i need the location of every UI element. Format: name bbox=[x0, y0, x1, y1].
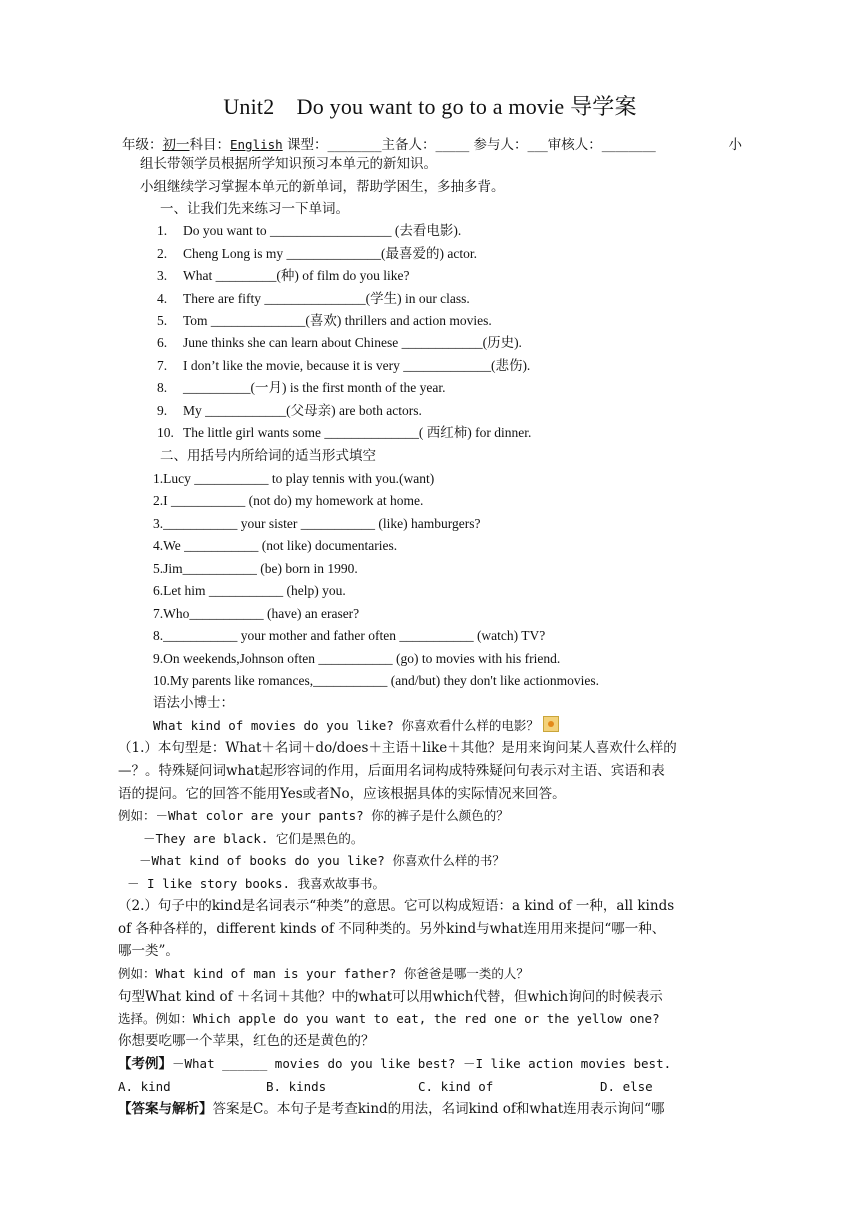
example-line: － I like story books. 我喜欢故事书。 bbox=[127, 876, 386, 891]
exam-example-text: －What ______ movies do you like best? －I like action movies best. bbox=[172, 1056, 672, 1071]
list-item: 8.___________ your mother and father often ___________ (watch) TV? bbox=[153, 628, 546, 643]
list-item bbox=[157, 245, 477, 263]
list-item: 2.I ___________ (not do) my homework at home. bbox=[153, 493, 424, 508]
paragraph-line: 你想要吃哪一个苹果，红色的还是黄色的？ bbox=[118, 1033, 375, 1049]
item-text: Do you want to __________________ (去看电影). bbox=[183, 223, 462, 238]
item-number: 1. bbox=[157, 223, 168, 238]
list-item: 5.Jim___________ (be) born in 1990. bbox=[153, 561, 358, 576]
item-number: 8. bbox=[157, 380, 168, 395]
option-d: D. else bbox=[600, 1079, 653, 1094]
list-item: 7.Who___________ (have) an eraser? bbox=[153, 606, 360, 621]
section2-heading: 二、用括号内所给词的适当形式填空 bbox=[160, 448, 376, 464]
paragraph-line: 语的提问。它的回答不能用Yes或者No，应该根据具体的实际情况来回答。 bbox=[118, 786, 566, 802]
grammar-heading: 语法小博士： bbox=[153, 695, 234, 711]
list-item bbox=[157, 290, 470, 308]
item-number: 5. bbox=[157, 313, 168, 328]
example-line: －What kind of books do you like? 你喜欢什么样的书？ bbox=[139, 853, 505, 868]
header-right-char: 小 bbox=[728, 137, 742, 153]
example-line: －They are black. 它们是黑色的。 bbox=[143, 831, 364, 846]
example-line: 例如：－What color are your pants? 你的裤子是什么颜色的？ bbox=[118, 808, 509, 823]
item-text: The little girl wants some ______________( 西红柿) for dinner. bbox=[183, 425, 532, 440]
item-number: 6. bbox=[157, 335, 168, 350]
option-b: B. kinds bbox=[266, 1079, 327, 1094]
answer-label: 【答案与解析】 bbox=[118, 1101, 213, 1117]
list-item: 3.___________ your sister ___________ (like) hamburgers? bbox=[153, 516, 481, 531]
grammar-question bbox=[153, 716, 559, 735]
item-text: __________(一月) is the first month of the year. bbox=[183, 380, 446, 395]
subject-value: English bbox=[230, 137, 283, 152]
item-text: I don’t like the movie, because it is very _____________(悲伤). bbox=[183, 358, 531, 373]
list-item bbox=[157, 312, 492, 330]
header-rest: 课型：________主备人：_____ 参与人：___审核人：________ bbox=[282, 137, 656, 153]
header-line-2: 组长带领学员根据所学知识预习本单元的新知识。 bbox=[140, 156, 437, 172]
item-number: 10. bbox=[157, 425, 174, 440]
grammar-question-text: What kind of movies do you like? 你喜欢看什么样的电影？ bbox=[153, 718, 539, 733]
sun-icon bbox=[543, 716, 559, 732]
list-item bbox=[157, 222, 461, 240]
item-number: 4. bbox=[157, 291, 168, 306]
list-item bbox=[157, 402, 422, 420]
paragraph-line: —？。特殊疑问词what起形容词的作用，后面用名词构成特殊疑问句表示对主语、宾语和表 bbox=[118, 763, 665, 779]
item-number: 3. bbox=[157, 268, 168, 283]
exam-example-label: 【考例】 bbox=[118, 1056, 172, 1072]
answer-analysis bbox=[118, 1100, 665, 1118]
list-item: 6.Let him ___________ (help) you. bbox=[153, 583, 346, 598]
item-text: There are fifty _______________(学生) in our class. bbox=[183, 291, 470, 306]
item-text: Tom ______________(喜欢) thrillers and action movies. bbox=[183, 313, 492, 328]
example-line: 例如：What kind of man is your father? 你爸爸是哪一类的人？ bbox=[118, 966, 529, 981]
page-title: Unit2 Do you want to go to a movie 导学案 bbox=[223, 94, 637, 119]
option-c: C. kind of bbox=[418, 1079, 494, 1094]
paragraph-line: 句型What kind of ＋名词＋其他？中的what可以用which代替，但which询问的时候表示 bbox=[118, 989, 663, 1005]
exam-example bbox=[118, 1055, 671, 1073]
paragraph-line: （2.）句子中的kind是名词表示“种类”的意思。它可以构成短语：a kind of 一种，all kinds bbox=[118, 898, 675, 914]
item-text: My ____________(父母亲) are both actors. bbox=[183, 403, 422, 418]
list-item bbox=[157, 267, 409, 285]
paragraph-line: 选择。例如：Which apple do you want to eat, the red one or the yellow one? bbox=[118, 1011, 660, 1026]
paragraph-line: of 各种各样的，different kinds of 不同种类的。另外kind与what连用用来提问“哪一种、 bbox=[118, 921, 666, 937]
item-text: June thinks she can learn about Chinese ____________(历史). bbox=[183, 335, 522, 350]
list-item bbox=[157, 424, 531, 442]
answer-text: 答案是C。本句子是考查kind的用法，名词kind of和what连用表示询问“哪 bbox=[212, 1101, 665, 1117]
grade-label: 年级： bbox=[122, 137, 163, 153]
list-item bbox=[157, 334, 522, 352]
item-number: 9. bbox=[157, 403, 168, 418]
header-line-3: 小组继续学习掌握本单元的新单词，帮助学困生，多抽多背。 bbox=[140, 179, 505, 195]
item-number: 2. bbox=[157, 246, 168, 261]
list-item: 4.We ___________ (not like) documentaries. bbox=[153, 538, 398, 553]
list-item bbox=[157, 357, 530, 375]
paragraph-line: （1.）本句型是：What＋名词＋do/does＋主语＋like＋其他？是用来询问某人喜欢什么样的 bbox=[118, 740, 677, 756]
item-number: 7. bbox=[157, 358, 168, 373]
list-item: 10.My parents like romances,___________ (and/but) they don't like actionmovies. bbox=[153, 673, 599, 688]
section1-heading: 一、让我们先来练习一下单词。 bbox=[160, 201, 349, 217]
subject-label: 科目： bbox=[189, 137, 230, 153]
header-info-line bbox=[122, 133, 742, 153]
item-text: Cheng Long is my ______________(最喜爱的) actor. bbox=[183, 246, 477, 261]
grade-value: 初一 bbox=[162, 137, 190, 153]
paragraph-line: 哪一类”。 bbox=[118, 943, 179, 959]
list-item: 1.Lucy ___________ to play tennis with you.(want) bbox=[153, 471, 435, 486]
list-item: 9.On weekends,Johnson often ___________ (go) to movies with his friend. bbox=[153, 651, 561, 666]
list-item bbox=[157, 379, 445, 397]
item-text: What _________(种) of film do you like? bbox=[183, 268, 410, 283]
option-a: A. kind bbox=[118, 1079, 171, 1094]
